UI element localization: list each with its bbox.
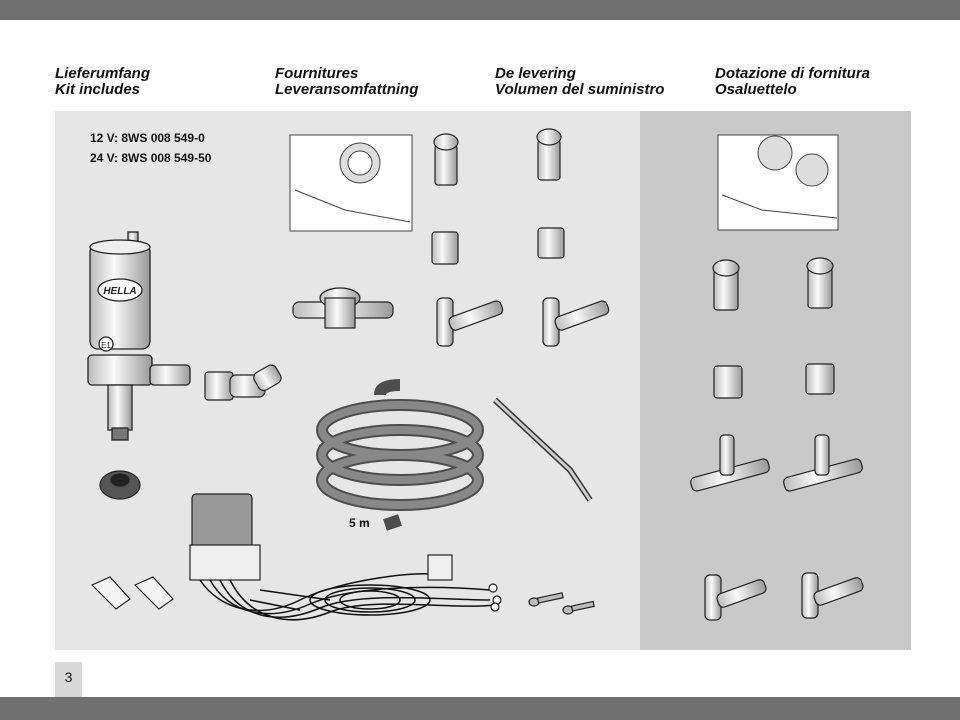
hose-coil-highlight [322,405,478,505]
installation-view-illustration [290,135,412,231]
part-number-12v: 12 V: 8WS 008 549-0 [90,131,205,145]
nut-illustration [714,366,742,398]
hella-logo: HELLA [103,286,137,297]
washer-pump-illustration [88,232,190,440]
heading-line: Fournitures [275,65,359,82]
t-connector-illustration [293,288,393,328]
e1-mark: E1 [101,341,111,350]
screws-illustration [529,593,594,614]
elbow-connector-illustration [543,298,610,346]
heading-line: Lieferumfang [55,65,151,82]
hose-length-label: 5 m [349,516,370,530]
t-connector-illustration [783,435,864,492]
connector-illustration [205,363,283,400]
heading-line: Kit includes [55,81,141,98]
part-number-24v: 24 V: 8WS 008 549-50 [90,151,212,165]
page-number: 3 [55,662,82,697]
bottom-bar [0,697,960,720]
nut-illustration [806,364,834,394]
t-connector-illustration [690,435,771,492]
installation-view-twin-illustration [718,135,838,230]
nozzle-illustration [537,129,561,180]
heading-line: Leveransomfattning [275,81,419,98]
nozzle-illustration [807,258,833,308]
nozzle-illustration [434,134,458,185]
nut-illustration [432,232,458,264]
nozzle-illustration [713,260,739,310]
relay-harness-illustration [190,494,501,620]
heading-line: De levering [495,65,576,82]
nut-illustration [538,228,564,258]
clips-illustration [92,577,173,609]
heading-line: Volumen del suministro [495,81,665,98]
grommet-illustration [100,471,140,499]
elbow-connector-illustration [437,298,504,346]
elbow-connector-illustration [705,575,767,620]
elbow-connector-illustration [802,573,864,618]
heading-line: Osaluettelo [715,81,797,98]
heading-line: Dotazione di fornitura [715,65,870,82]
